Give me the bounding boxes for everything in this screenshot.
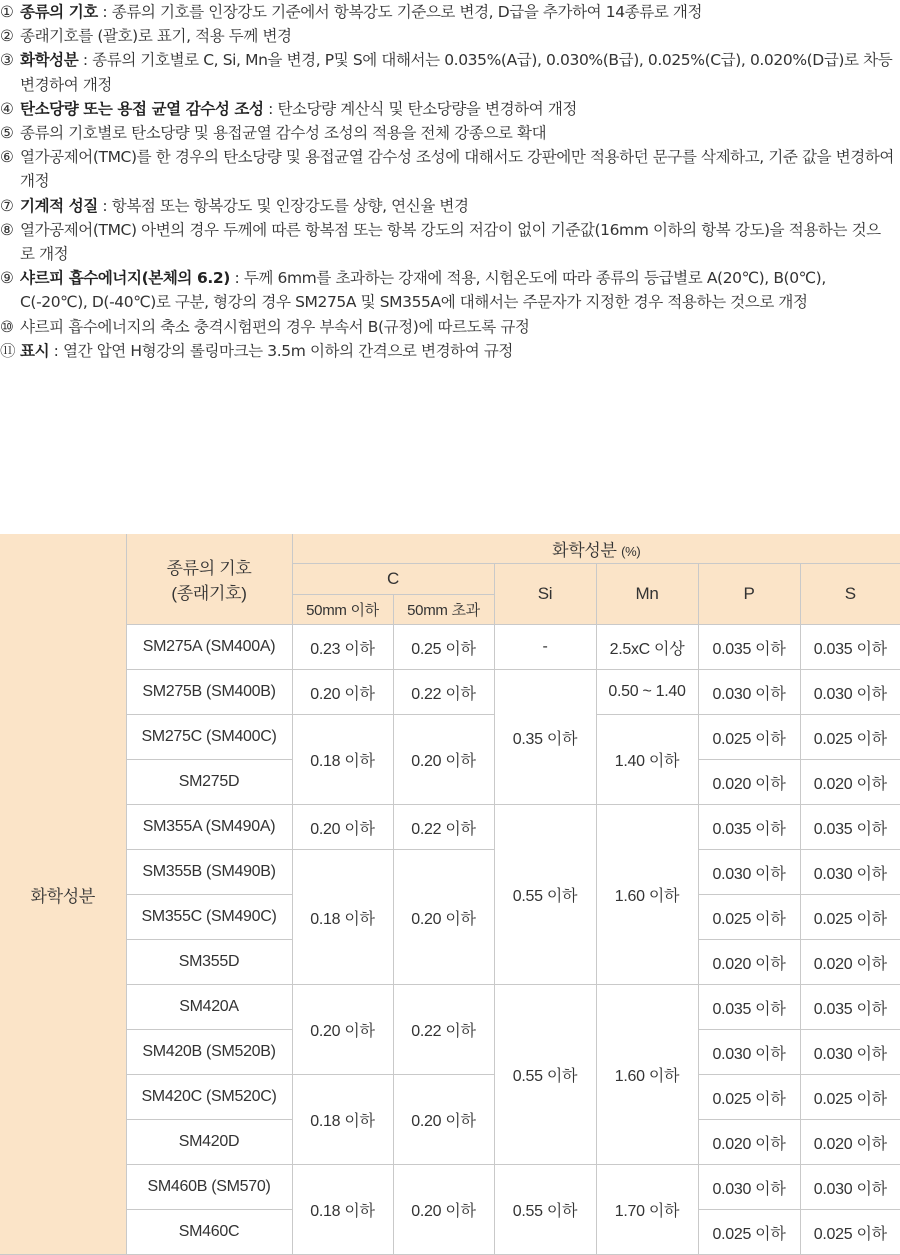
c-thick-cell: 0.20 이하 [393,715,494,805]
si-cell: 0.55 이하 [494,805,596,985]
s-cell: 0.030 이하 [800,1165,900,1210]
s-cell: 0.025 이하 [800,1210,900,1255]
c-thin-cell: 0.18 이하 [292,715,393,805]
note-number: ② [0,27,14,46]
note-text: : 열간 압연 H형강의 롤링마크는 3.5m 이하의 간격으로 변경하여 규정 [49,341,513,360]
s-cell: 0.020 이하 [800,760,900,805]
p-cell: 0.030 이하 [698,1030,800,1075]
s-cell: 0.030 이하 [800,850,900,895]
c-thin-cell: 0.18 이하 [292,850,393,985]
designation-header [126,534,292,625]
sulfur-header: S [800,564,900,625]
mn-cell: 1.40 이하 [596,715,698,805]
si-cell: 0.35 이하 [494,670,596,805]
note-text: : 탄소당량 계산식 및 탄소당량을 변경하여 개정 [263,99,577,118]
s-cell: 0.025 이하 [800,895,900,940]
note-text: 열가공제어(TMC)를 한 경우의 탄소당량 및 용접균열 감수성 조성에 대해서도 강판에만 적용하던 문구를 삭제하고, 기준 값을 변경하여 개정 [20,148,894,191]
table-row [0,805,900,850]
note-text: : 종류의 기호별로 C, Si, Mn을 변경, P및 S에 대해서는 0.035%(A급), 0.030%(B급), 0.025%(C급), 0.020%(D급)로 차등 변경하여 개정 [20,51,893,94]
grade-cell: SM275D [126,760,292,805]
p-cell: 0.025 이하 [698,1210,800,1255]
note-item [0,0,900,24]
s-cell: 0.035 이하 [800,625,900,670]
grade-cell: SM355B (SM490B) [126,850,292,895]
mn-cell: 1.60 이하 [596,805,698,985]
c-thick-cell: 0.22 이하 [393,670,494,715]
note-item [0,266,900,314]
p-cell: 0.025 이하 [698,715,800,760]
note-number: ⑩ [0,317,14,336]
note-number: ① [0,3,14,21]
c-thick-cell: 0.22 이하 [393,805,494,850]
note-number: ⑤ [0,124,14,143]
note-item [0,48,900,96]
note-number: ⑧ [0,220,14,239]
c-thick-cell: 0.20 이하 [393,1165,494,1255]
p-cell: 0.020 이하 [698,940,800,985]
chemical-composition-table [0,534,900,1255]
note-number: ④ [0,99,14,118]
grade-cell: SM420A [126,985,292,1030]
s-cell: 0.025 이하 [800,715,900,760]
p-cell: 0.025 이하 [698,895,800,940]
note-text: 종래기호를 (괄호)로 표기, 적용 두께 변경 [20,27,292,46]
mn-cell: 2.5xC 이상 [596,625,698,670]
note-number: ⑪ [0,341,16,360]
note-number: ⑥ [0,148,14,167]
c-thin-cell: 0.20 이하 [292,670,393,715]
table-row [0,625,900,670]
grade-cell: SM460C [126,1210,292,1255]
side-label: 화학성분 [0,534,126,1255]
s-cell: 0.030 이하 [800,1030,900,1075]
grade-cell: SM355D [126,940,292,985]
c-thin-cell: 0.20 이하 [292,805,393,850]
note-heading: 종류의 기호 [20,3,98,21]
note-item [0,194,900,218]
grade-cell: SM275A (SM400A) [126,625,292,670]
si-cell: 0.55 이하 [494,1165,596,1255]
note-item [0,97,900,121]
note-item [0,145,900,193]
p-cell: 0.035 이하 [698,805,800,850]
note-text: : 종류의 기호를 인장강도 기준에서 항복강도 기준으로 변경, D급을 추가하여 14종류로 개정 [97,3,703,21]
note-text: 열가공제어(TMC) 아변의 경우 두께에 따른 항복점 또는 항복 강도의 저감이 없이 기준값(16mm 이하의 항복 강도)을 적용하는 것으로 개정 [20,220,881,264]
grade-cell: SM275B (SM400B) [126,670,292,715]
table-row [0,715,900,760]
note-heading: 샤르피 흡수에너지(본체의 6.2) [20,269,230,288]
designation-header-line2: (종래기호) [171,584,247,603]
note-text: 샤르피 흡수에너지의 축소 충격시험편의 경우 부속서 B(규정)에 따르도록 규정 [20,317,530,336]
note-heading: 탄소당량 또는 용접 균열 감수성 조성 [20,99,264,118]
grade-cell: SM355A (SM490A) [126,805,292,850]
p-cell: 0.025 이하 [698,1075,800,1120]
carbon-thin-header: 50mm 이하 [292,595,393,625]
revision-notes [0,0,900,363]
note-text: : 두께 6mm를 초과하는 강재에 적용, 시험온도에 따라 종류의 등급별로 A(20℃), B(0℃), C(-20℃), D(-40℃)로 구분, 형강의 경우 SM275A 및 SM355A에 대해서는 주문자가 지정한 경우 적용하는 것으로 개정 [20,269,826,312]
p-cell: 0.035 이하 [698,625,800,670]
mn-cell: 0.50 ~ 1.40 [596,670,698,715]
note-text: 종류의 기호별로 탄소당량 및 용접균열 감수성 조성의 적용을 전체 강종으로 확대 [20,124,547,143]
table-row [0,670,900,715]
table-row [0,850,900,895]
note-number: ③ [0,51,14,70]
designation-header-line1: 종류의 기호 [166,559,252,578]
c-thin-cell: 0.18 이하 [292,1165,393,1255]
grade-cell: SM460B (SM570) [126,1165,292,1210]
c-thick-cell: 0.20 이하 [393,1075,494,1165]
p-cell: 0.020 이하 [698,1120,800,1165]
grade-cell: SM275C (SM400C) [126,715,292,760]
chem-unit: (%) [621,544,641,559]
s-cell: 0.035 이하 [800,805,900,850]
table-row [0,985,900,1030]
c-thin-cell: 0.23 이하 [292,625,393,670]
phosphorus-header: P [698,564,800,625]
note-heading: 화학성분 [20,51,79,70]
s-cell: 0.035 이하 [800,985,900,1030]
c-thick-cell: 0.20 이하 [393,850,494,985]
c-thin-cell: 0.20 이하 [292,985,393,1075]
note-number: ⑦ [0,196,14,215]
p-cell: 0.030 이하 [698,1165,800,1210]
p-cell: 0.030 이하 [698,670,800,715]
note-text: : 항복점 또는 항복강도 및 인장강도를 상향, 연신율 변경 [97,196,469,215]
chem-composition-header [292,534,900,564]
s-cell: 0.020 이하 [800,940,900,985]
note-number: ⑨ [0,269,14,288]
note-item [0,121,900,145]
silicon-header: Si [494,564,596,625]
si-cell: 0.55 이하 [494,985,596,1165]
c-thick-cell: 0.25 이하 [393,625,494,670]
carbon-header: C [292,564,494,595]
carbon-thick-header: 50mm 초과 [393,595,494,625]
grade-cell: SM420B (SM520B) [126,1030,292,1075]
p-cell: 0.020 이하 [698,760,800,805]
grade-cell: SM355C (SM490C) [126,895,292,940]
si-cell: - [494,625,596,670]
p-cell: 0.030 이하 [698,850,800,895]
mn-cell: 1.60 이하 [596,985,698,1165]
p-cell: 0.035 이하 [698,985,800,1030]
c-thick-cell: 0.22 이하 [393,985,494,1075]
s-cell: 0.025 이하 [800,1075,900,1120]
note-heading: 기계적 성질 [20,196,98,215]
note-heading: 표시 [20,341,50,360]
note-item [0,339,900,363]
table-row [0,1075,900,1120]
manganese-header: Mn [596,564,698,625]
c-thin-cell: 0.18 이하 [292,1075,393,1165]
note-item [0,218,900,266]
s-cell: 0.030 이하 [800,670,900,715]
note-item [0,315,900,339]
grade-cell: SM420C (SM520C) [126,1075,292,1120]
chem-title: 화학성분 [552,541,617,560]
s-cell: 0.020 이하 [800,1120,900,1165]
table-row [0,1165,900,1210]
note-item [0,24,900,48]
mn-cell: 1.70 이하 [596,1165,698,1255]
grade-cell: SM420D [126,1120,292,1165]
